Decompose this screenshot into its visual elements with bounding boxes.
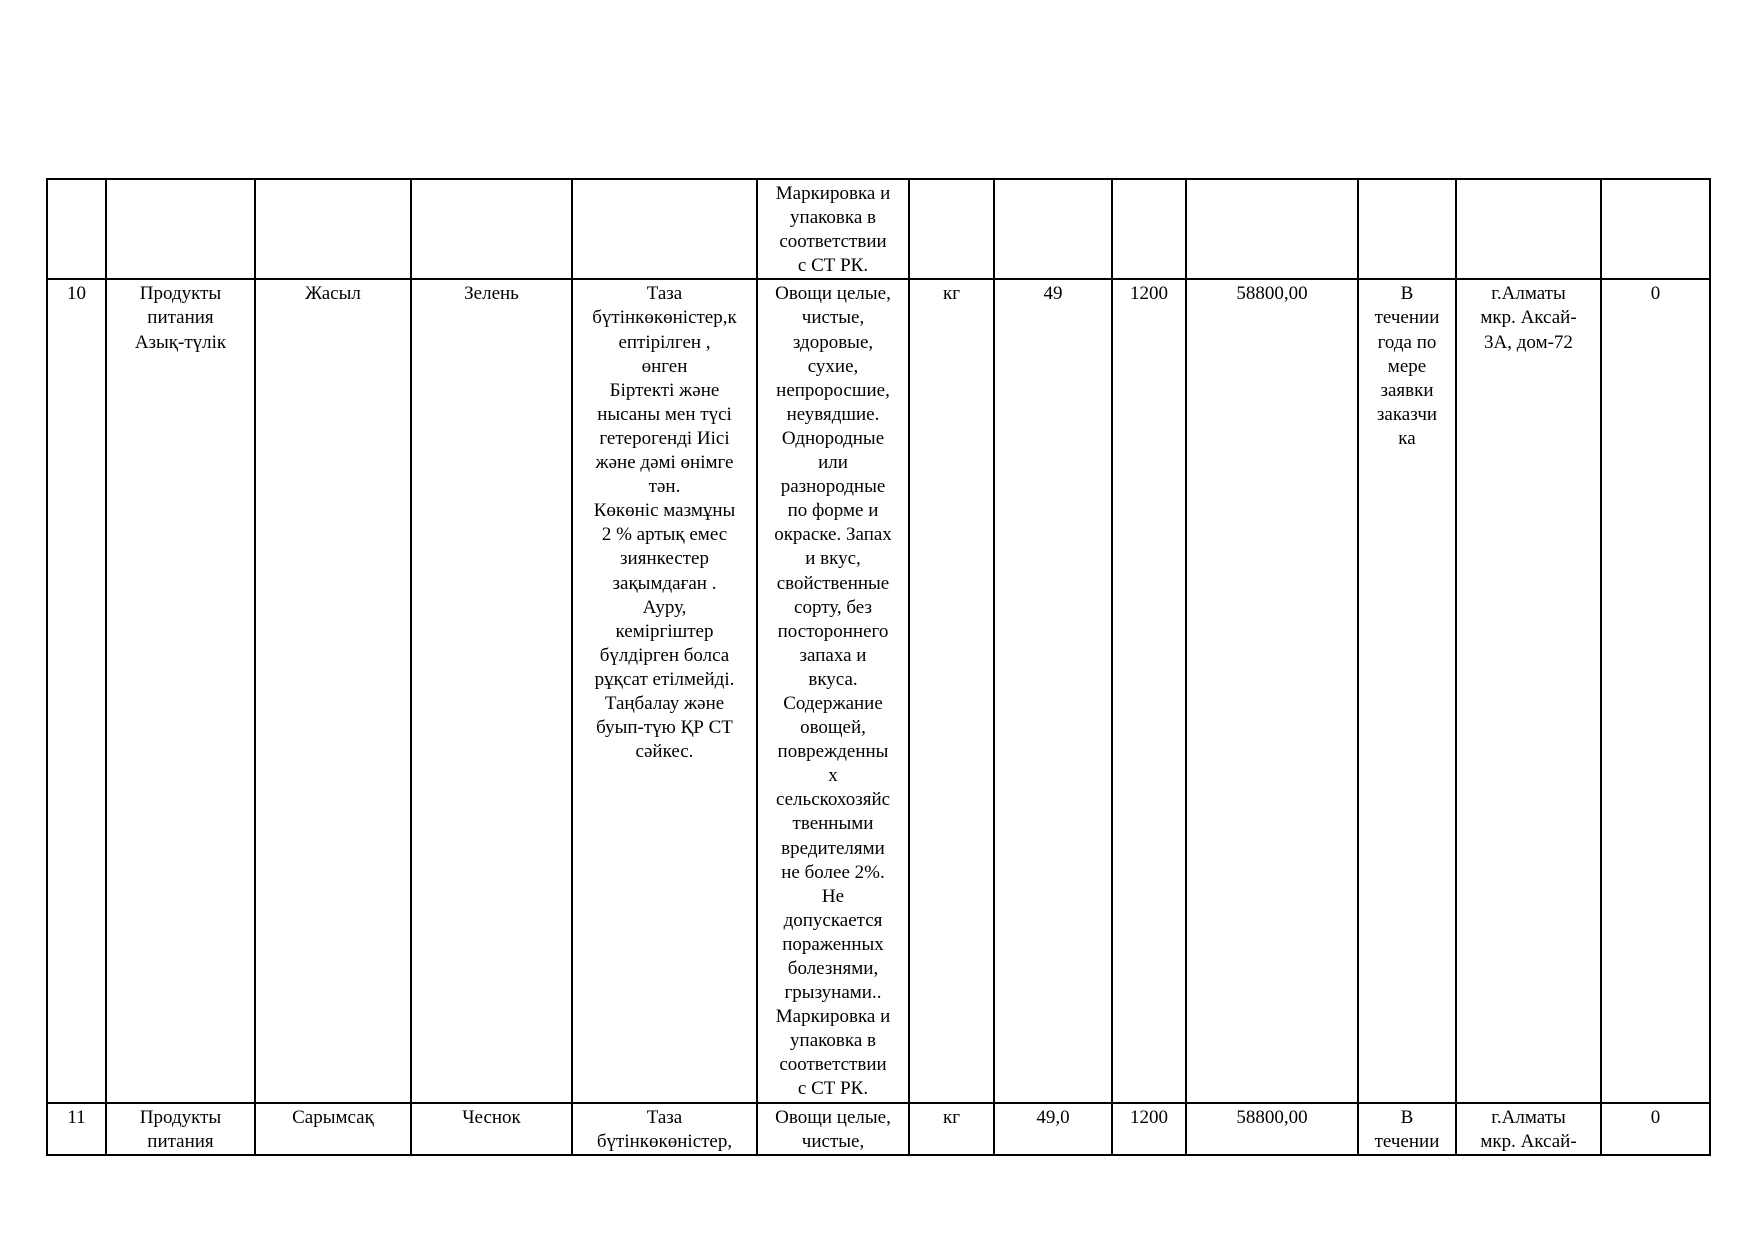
cell-name-ru: Зелень xyxy=(411,279,572,1102)
cell-category xyxy=(106,179,255,279)
cell-delivery-term: В течении xyxy=(1358,1103,1456,1155)
cell-advance: 0 xyxy=(1601,1103,1710,1155)
cell-description-ru: Овощи целые, чистые, xyxy=(757,1103,909,1155)
cell-unit: кг xyxy=(909,279,994,1102)
cell-number: 10 xyxy=(47,279,106,1102)
cell-price: 1200 xyxy=(1112,279,1186,1102)
cell-name-kk xyxy=(255,179,411,279)
cell-name-kk: Жасыл xyxy=(255,279,411,1102)
cell-delivery-term xyxy=(1358,179,1456,279)
cell-total: 58800,00 xyxy=(1186,1103,1358,1155)
table-row xyxy=(47,279,1710,1102)
cell-advance: 0 xyxy=(1601,279,1710,1102)
cell-category: Продукты питания Азық-түлік xyxy=(106,279,255,1102)
cell-price xyxy=(1112,179,1186,279)
cell-delivery-address xyxy=(1456,179,1601,279)
cell-total xyxy=(1186,179,1358,279)
cell-quantity: 49,0 xyxy=(994,1103,1112,1155)
cell-delivery-address: г.Алматы мкр. Аксай- xyxy=(1456,1103,1601,1155)
cell-quantity: 49 xyxy=(994,279,1112,1102)
cell-description-ru: Маркировка и упаковка в соответствии с СТ РК. xyxy=(757,179,909,279)
cell-advance xyxy=(1601,179,1710,279)
cell-total: 58800,00 xyxy=(1186,279,1358,1102)
cell-name-ru xyxy=(411,179,572,279)
table-row xyxy=(47,179,1710,279)
cell-number xyxy=(47,179,106,279)
cell-category: Продукты питания xyxy=(106,1103,255,1155)
table-row xyxy=(47,1103,1710,1155)
cell-description-kk: Таза бүтінкөкөністер, xyxy=(572,1103,757,1155)
cell-name-ru: Чеснок xyxy=(411,1103,572,1155)
cell-description-kk xyxy=(572,179,757,279)
cell-description-kk: Таза бүтінкөкөністер,к ептірілген , өнген Біртекті және нысаны мен түсі гетерогенді Иісі және дәмі өнімге тән. Көкөніс мазмұны 2 % артық емес зиянкестер зақымдаған . Ауру, кеміргіштер бүлдірген болса рұқсат етілмейді. Таңбалау және буып-түю ҚР СТ сәйкес. xyxy=(572,279,757,1102)
cell-description-ru: Овощи целые, чистые, здоровые, сухие, непроросшие, неувядшие. Однородные или разнородные по форме и окраске. Запах и вкус, свойственные сорту, без постороннего запаха и вкуса. Содержание овощей, поврежденны х сельскохозяйс твенными вредителями не более 2%. Не допускается пораженных болезнями, грызунами.. Маркировка и упаковка в соответствии с СТ РК. xyxy=(757,279,909,1102)
cell-unit xyxy=(909,179,994,279)
cell-delivery-address: г.Алматы мкр. Аксай- 3А, дом-72 xyxy=(1456,279,1601,1102)
cell-price: 1200 xyxy=(1112,1103,1186,1155)
cell-quantity xyxy=(994,179,1112,279)
cell-name-kk: Сарымсақ xyxy=(255,1103,411,1155)
cell-unit: кг xyxy=(909,1103,994,1155)
cell-delivery-term: В течении года по мере заявки заказчи ка xyxy=(1358,279,1456,1102)
procurement-table xyxy=(46,178,1711,1156)
cell-number: 11 xyxy=(47,1103,106,1155)
